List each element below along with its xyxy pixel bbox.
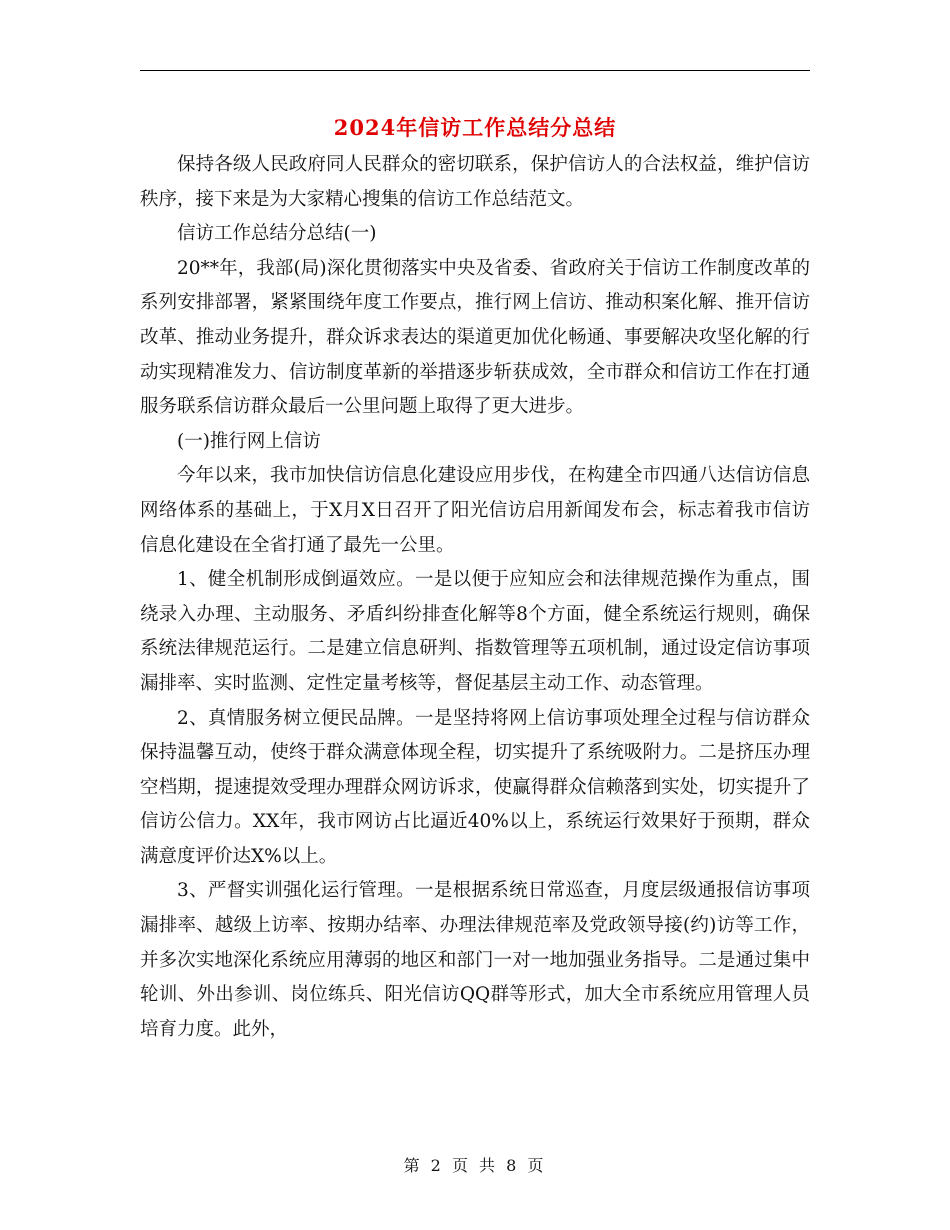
document-body [140, 148, 810, 1047]
body-paragraph: 3、严督实训强化运行管理。一是根据系统日常巡查，月度层级通报信访事项漏排率、越级上访率、按期办结率、办理法律规范率及党政领导接(约)访等工作，并多次实地深化系统应用薄弱的地区和部门一对一地加强业务指导。二是通过集中轮训、外出参训、岗位练兵、阳光信访QQ群等形式，加大全市系统应用管理人员培育力度。此外， [140, 880, 810, 1040]
section-heading: 信访工作总结分总结(一) [177, 223, 377, 245]
intro-paragraph: 保持各级人民政府同人民群众的密切联系，保护信访人的合法权益，维护信访秩序，接下来是为大家精心搜集的信访工作总结范文。 [140, 154, 810, 210]
body-paragraph: 2、真情服务树立便民品牌。一是坚持将网上信访事项处理全过程与信访群众保持温馨互动，使终于群众满意体现全程，切实提升了系统吸附力。二是挤压办理空档期，提速提效受理办理群众网访诉求，使赢得群众信赖落到实处，切实提升了信访公信力。XX年，我市网访占比逼近40%以上，系统运行效果好于预期，群众满意度评价达X%以上。 [140, 707, 810, 867]
header-rule [140, 70, 810, 71]
body-paragraph: 20**年，我部(局)深化贯彻落实中央及省委、省政府关于信访工作制度改革的系列安排部署，紧紧围绕年度工作要点，推行网上信访、推动积案化解、推开信访改革、推动业务提升，群众诉求表达的渠道更加优化畅通、事要解决攻坚化解的行动实现精准发力、信访制度革新的举措逐步斩获成效，全市群众和信访工作在打通服务联系信访群众最后一公里问题上取得了更大进步。 [140, 257, 810, 418]
subsection-heading: (一)推行网上信访 [177, 430, 321, 452]
document-title: 2024年信访工作总结分总结 [333, 115, 617, 140]
body-paragraph: 1、健全机制形成倒逼效应。一是以便于应知应会和法律规范操作为重点，围绕录入办理、主动服务、矛盾纠纷排查化解等8个方面，健全系统运行规则，确保系统法律规范运行。二是建立信息研判、指数管理等五项机制，通过设定信访事项漏排率、实时监测、定性定量考核等，督促基层主动工作、动态管理。 [140, 569, 810, 694]
body-paragraph: 今年以来，我市加快信访信息化建设应用步伐，在构建全市四通八达信访信息网络体系的基础上，于X月X日召开了阳光信访启用新闻发布会，标志着我市信访信息化建设在全省打通了最先一公里。 [140, 465, 810, 556]
page-number: 第 2 页 共 8 页 [403, 1156, 547, 1175]
